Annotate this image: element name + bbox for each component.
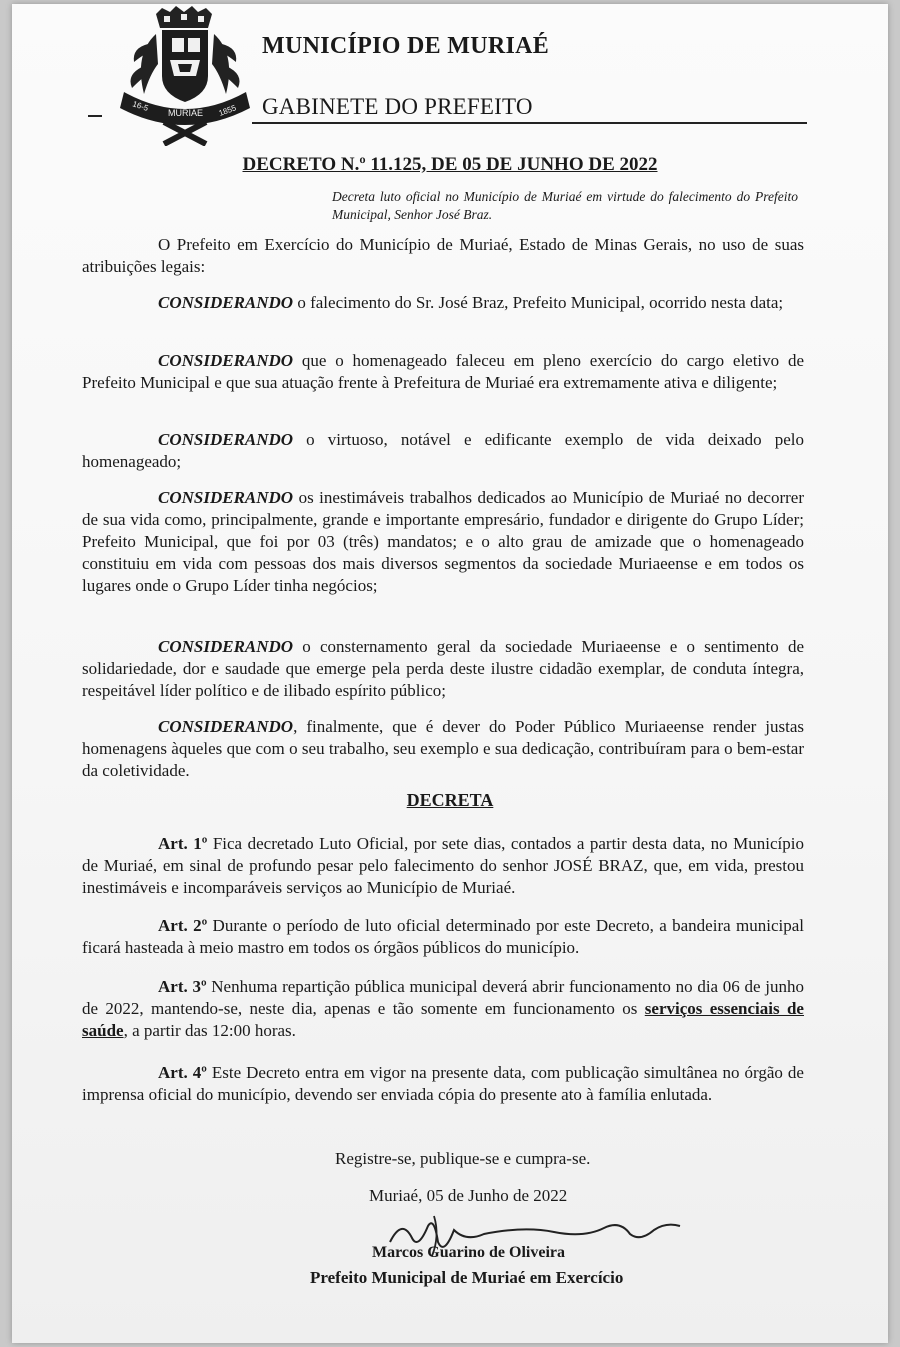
article-3: Art. 3º Nenhuma repartição pública municipal deverá abrir funcionamento no dia 06 de junho de 2022, mantendo-se, neste dia, apenas e tão somente em funcionamento os serviços essenciais de saúde, a partir das 12:00 horas. (82, 977, 804, 1040)
considerando-6: CONSIDERANDO, finalmente, que é dever do Poder Público Muriaeense render justas homenagens àqueles que com o seu trabalho, seu exemplo e sua dedicação, contribuíram para o bem-estar da coletividade. (82, 717, 804, 780)
article-1: Art. 1º Fica decretado Luto Oficial, por sete dias, contados a partir desta data, no Município de Muriaé, em sinal de profundo pesar pelo falecimento do senhor JOSÉ BRAZ, que, em vida, prestou inestimáveis e incomparáveis serviços ao Município de Muriaé. (82, 834, 804, 897)
considerando-4: CONSIDERANDO os inestimáveis trabalhos dedicados ao Município de Muriaé no decorrer de sua vida como, principalmente, grande e importante empresário, fundador e dirigente do Grupo Líder; Prefeito Municipal, que foi por 03 (três) mandatos; e o alto grau de amizade que o homenageado constituiu em vida com pessoas dos mais diversos segmentos da sociedade Muriaeense e em todos os lugares onde o Grupo Líder tinha negócios; (82, 488, 804, 595)
svg-text:1855: 1855 (217, 103, 238, 118)
office-title: GABINETE DO PREFEITO (262, 94, 533, 119)
decreta-heading: DECRETA (406, 790, 494, 810)
closing-formula: Registre-se, publique-se e cumpra-se. (335, 1149, 591, 1168)
decree-title: DECRETO N.º 11.125, DE 05 DE JUNHO DE 2022 (242, 154, 658, 175)
municipality-title: MUNICÍPIO DE MURIAÉ (262, 33, 550, 59)
article-4: Art. 4º Este Decreto entra em vigor na presente data, com publicação simultânea no órgão de imprensa oficial do município, devendo ser enviada cópia do presente ato à família enlutada. (82, 1063, 804, 1104)
svg-text:16-5: 16-5 (131, 99, 150, 113)
considerando-1: CONSIDERANDO o falecimento do Sr. José Braz, Prefeito Municipal, ocorrido nesta data; (158, 293, 784, 312)
header-dash (88, 115, 102, 117)
considerando-5: CONSIDERANDO o consternamento geral da sociedade Muriaeense e o sentimento de solidariedade, dor e saudade que emerge pela perda deste ilustre cidadão exemplar, de conduta íntegra, respeitável líder político e de ilibado espírito público; (82, 637, 804, 700)
considerando-2: CONSIDERANDO que o homenageado faleceu em pleno exercício do cargo eletivo de Prefeito Municipal e que sua atuação frente à Prefeitura de Muriaé era extremamente ativa e diligente; (82, 351, 804, 392)
essential-services-highlight: serviços essenciais de saúde (82, 999, 804, 1040)
signer-role: Prefeito Municipal de Muriaé em Exercício (310, 1268, 624, 1287)
place-date: Muriaé, 05 de Junho de 2022 (369, 1186, 568, 1205)
decree-ementa: Decreta luto oficial no Município de Muriaé em virtude do falecimento do Prefeito Municipal, Senhor José Braz. (332, 189, 798, 222)
preamble: O Prefeito em Exercício do Município de Muriaé, Estado de Minas Gerais, no uso de suas atribuições legais: (82, 235, 804, 276)
considerando-3: CONSIDERANDO o virtuoso, notável e edificante exemplo de vida deixado pelo homenageado; (82, 430, 804, 471)
article-2: Art. 2º Durante o período de luto oficial determinado por este Decreto, a bandeira municipal ficará hasteada à meio mastro em todos os órgãos públicos do município. (82, 916, 804, 957)
svg-text:MURIAE: MURIAE (168, 108, 204, 118)
municipal-coat-of-arms-icon (104, 4, 266, 146)
signer-name: Marcos Guarino de Oliveira (372, 1244, 566, 1261)
document-page (12, 4, 888, 1343)
header-rule (252, 122, 807, 124)
